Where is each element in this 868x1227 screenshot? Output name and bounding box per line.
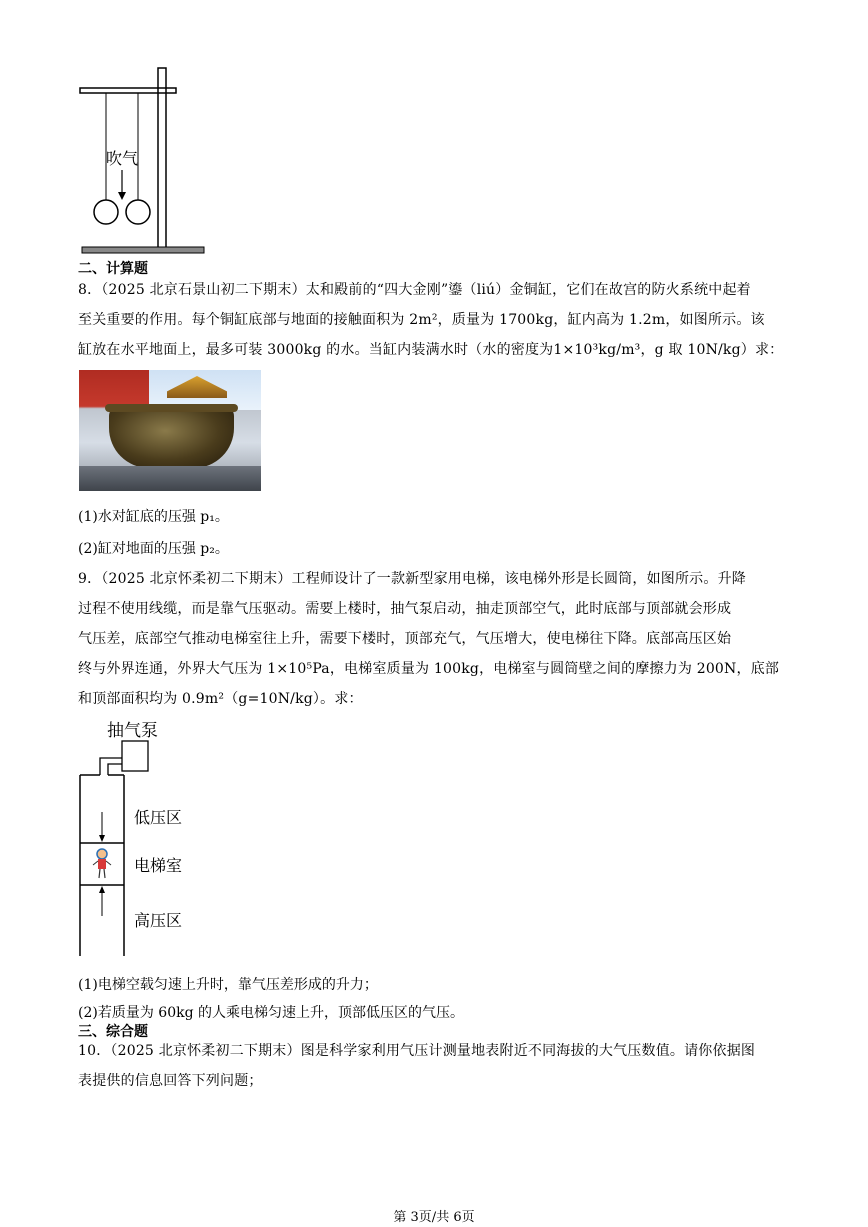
section-2-title: 二、计算题 — [78, 261, 148, 277]
pump-label: 抽气泵 — [107, 721, 158, 741]
high-pressure-label: 高压区 — [134, 911, 183, 930]
cabin-label: 电梯室 — [134, 856, 183, 875]
bronze-vat-photo — [79, 370, 261, 491]
q9-line: 和顶部面积均为 0.9m²（g=10N/kg）。求： — [78, 691, 363, 707]
q9-line: 气压差，底部空气推动电梯室往上升，需要下楼时，顶部充气，气压增大，使电梯往下降。底部高压区始 — [78, 631, 732, 647]
q8-sub-1: (1)水对缸底的压强 p₁。 — [78, 509, 229, 525]
q8-line: 缸放在水平地面上，最多可装 3000kg 的水。当缸内装满水时（水的密度为1×10³kg/m³，g 取 10N/kg）求： — [78, 342, 784, 358]
q8-line: 8．（2025 北京石景山初二下期末）太和殿前的“四大金刚”鎏（liú）金铜缸，它们在故宫的防火系统中起着 — [78, 282, 751, 298]
q10-line: 表提供的信息回答下列问题； — [78, 1073, 263, 1089]
q10-line: 10．（2025 北京怀柔初二下期末）图是科学家利用气压计测量地表附近不同海拔的大气压数值。请你依据图 — [78, 1043, 756, 1059]
low-pressure-label: 低压区 — [134, 808, 183, 827]
question-8 — [78, 275, 790, 365]
q9-line: 9．（2025 北京怀柔初二下期末）工程师设计了一款新型家用电梯，该电梯外形是长圆筒，如图所示。升降 — [78, 571, 746, 587]
q8-sub-2: (2)缸对地面的压强 p₂。 — [78, 541, 229, 557]
q8-line: 至关重要的作用。每个铜缸底部与地面的接触面积为 2m²，质量为 1700kg，缸内高为 1.2m，如图所示。该 — [78, 312, 765, 328]
q9-sub-2: (2)若质量为 60kg 的人乘电梯匀速上升，顶部低压区的气压。 — [78, 1005, 464, 1021]
q9-line: 过程不使用线缆，而是靠气压驱动。需要上楼时，抽气泵启动，抽走顶部空气，此时底部与顶部就会形成 — [78, 601, 732, 617]
question-9 — [78, 564, 790, 714]
blow-label: 吹气 — [106, 149, 139, 168]
q9-line: 终与外界连通，外界大气压为 1×10⁵Pa，电梯室质量为 100kg，电梯室与圆筒壁之间的摩擦力为 200N，底部 — [78, 661, 780, 677]
section-3-title: 三、综合题 — [78, 1024, 148, 1040]
page-number: 第 3页/共 6页 — [393, 1210, 475, 1225]
blow-balls-figure — [78, 66, 210, 256]
question-10 — [78, 1036, 790, 1096]
q9-sub-1: (1)电梯空载匀速上升时，靠气压差形成的升力； — [78, 977, 378, 993]
